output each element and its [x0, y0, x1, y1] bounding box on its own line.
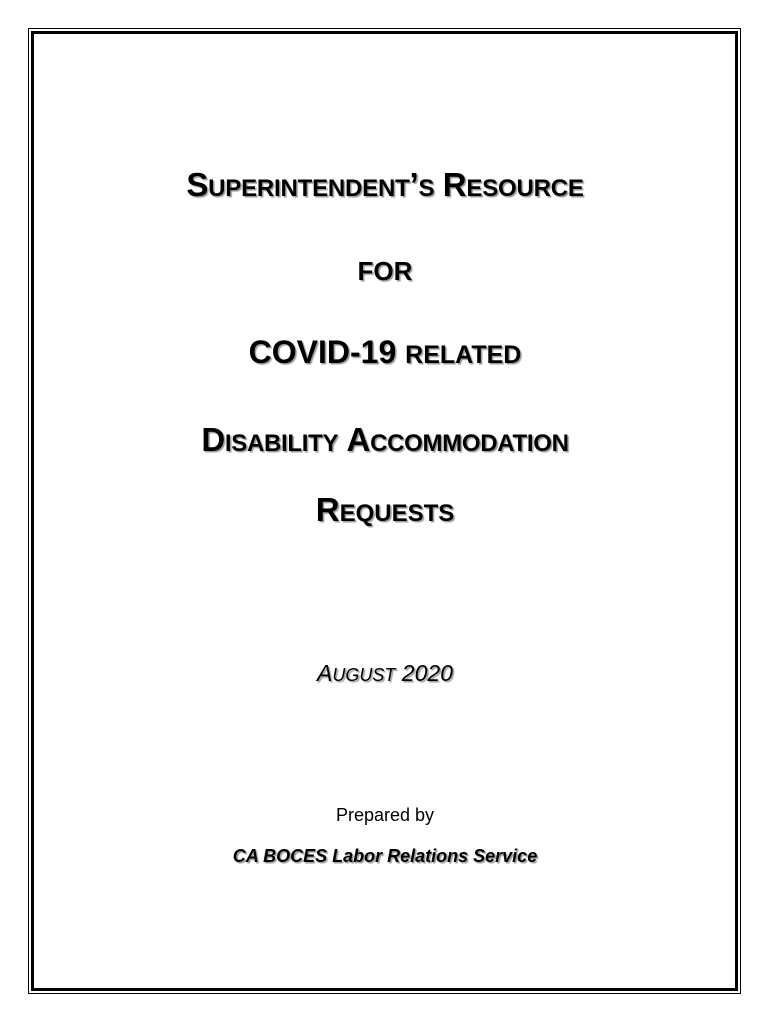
title-initial-a: A: [346, 421, 371, 458]
title-initial-d: D: [201, 421, 225, 458]
title-line-requests: [0, 491, 770, 529]
title-word-accommodation: CCOMMODATION: [370, 430, 569, 457]
title-line-covid-related: [0, 334, 770, 371]
title-word-related: RELATED: [405, 341, 522, 369]
title-line-superintendents-resource: [0, 166, 770, 204]
title-word-disability: ISABILITY: [224, 430, 339, 457]
date-year: 2020: [401, 660, 453, 686]
title-initial-s: S: [186, 166, 209, 203]
title-word-superintendent: UPERINTENDENT: [208, 175, 410, 202]
date-initial-a: A: [317, 660, 333, 686]
title-possessive-s: S: [418, 175, 435, 202]
title-line-for: FOR: [357, 256, 413, 286]
title-word-resource: ESOURCE: [466, 175, 584, 202]
title-initial-r2: R: [315, 491, 340, 528]
publication-date: [0, 660, 770, 687]
prepared-by-label: Prepared by: [335, 805, 435, 825]
title-initial-r: R: [442, 166, 467, 203]
organization-name: CA BOCES Labor Relations Service: [232, 846, 538, 866]
title-word-covid19: COVID-19: [248, 334, 397, 370]
title-apostrophe: ’: [409, 166, 419, 203]
date-month: UGUST: [332, 665, 396, 685]
title-line-disability-accommodation: [0, 421, 770, 459]
title-word-requests: EQUESTS: [339, 500, 455, 527]
